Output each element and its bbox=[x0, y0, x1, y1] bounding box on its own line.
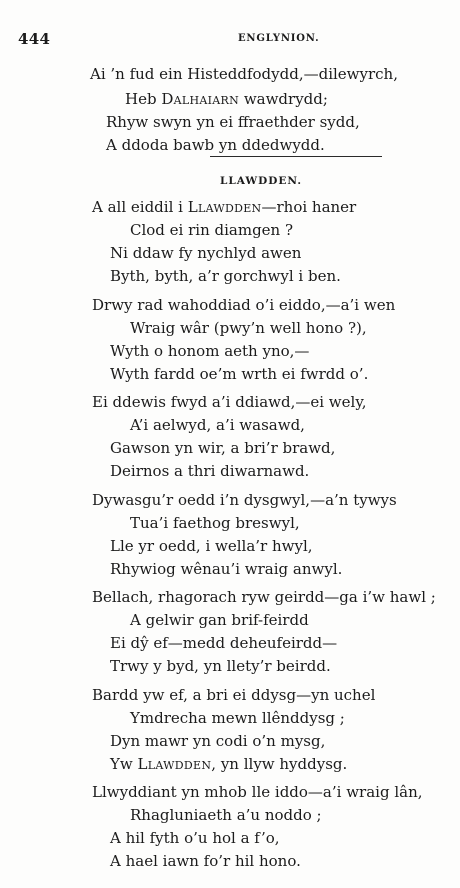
section-title: LLAWDDEN. bbox=[220, 175, 302, 187]
stanza-6-line-1: Bardd yw ef, a bri ei ddysg—yn uchel bbox=[92, 686, 376, 704]
stanza-1-line-3: Ni ddaw fy nychlyd awen bbox=[110, 244, 302, 262]
stanza-3-line-1: Ei ddewis fwyd a’i ddiawd,—ei wely, bbox=[92, 393, 367, 411]
stanza-7-line-4: A hael iawn fo’r hil hono. bbox=[110, 852, 301, 870]
stanza-6-line-2: Ymdrecha mewn llênddysg ; bbox=[130, 709, 345, 727]
stanza-2-line-4: Wyth fardd oe’m wrth ei fwrdd o’. bbox=[110, 365, 369, 383]
running-head: ENGLYNION. bbox=[238, 33, 320, 44]
page-number: 444 bbox=[18, 30, 51, 48]
stanza-5-line-1: Bellach, rhagorach ryw geirdd—ga i’w hawl ; bbox=[92, 588, 436, 606]
stanza-1-line-4: Byth, byth, a’r gorchwyl i ben. bbox=[110, 267, 341, 285]
stanza-3-line-4: Deirnos a thri diwarnawd. bbox=[110, 462, 310, 480]
stanza-2-line-1: Drwy rad wahoddiad o’i eiddo,—a’i wen bbox=[92, 296, 396, 314]
stanza-6-line-4: Yw Llawdden, yn llyw hyddysg. bbox=[110, 755, 348, 773]
stanza-7-line-1: Llwyddiant yn mhob lle iddo—a’i wraig lân, bbox=[92, 783, 423, 801]
stanza-6-line-3: Dyn mawr yn codi o’n mysg, bbox=[110, 732, 326, 750]
section-divider bbox=[210, 156, 382, 157]
page-header bbox=[18, 30, 442, 50]
stanza-7-line-2: Rhagluniaeth a’u noddo ; bbox=[130, 806, 322, 824]
stanza-3-line-2: A’i aelwyd, a’i wasawd, bbox=[130, 416, 305, 434]
stanza-5-line-4: Trwy y byd, yn llety’r beirdd. bbox=[110, 657, 331, 675]
stanza-7-line-3: A hil fyth o’u hol a f’o, bbox=[110, 829, 280, 847]
stanza-1-line-2: Clod ei rin diamgen ? bbox=[130, 221, 294, 239]
stanza-4-line-2: Tua’i faethog breswyl, bbox=[130, 514, 300, 532]
stanza-0-line-4: A ddoda bawb yn ddedwydd. bbox=[106, 136, 325, 154]
stanza-5-line-2: A gelwir gan brif-feirdd bbox=[130, 611, 309, 629]
stanza-4-line-1: Dywasgu’r oedd i’n dysgwyl,—a’n tywys bbox=[92, 491, 397, 509]
stanza-2-line-3: Wyth o honom aeth yno,— bbox=[110, 342, 310, 360]
stanza-0-line-2: Heb Dalhaiarn wawdrydd; bbox=[125, 90, 328, 108]
stanza-5-line-3: Ei dŷ ef—medd deheufeirdd— bbox=[110, 634, 338, 652]
stanza-3-line-3: Gawson yn wir, a bri’r brawd, bbox=[110, 439, 336, 457]
stanza-4-line-3: Lle yr oedd, i wella’r hwyl, bbox=[110, 537, 313, 555]
stanza-0-line-1: Ai ’n fud ein Histeddfodydd,—dilewyrch, bbox=[90, 65, 398, 83]
stanza-2-line-2: Wraig wâr (pwy’n well hono ?), bbox=[130, 319, 367, 337]
stanza-1-line-1: A all eiddil i Llawdden—rhoi haner bbox=[92, 198, 357, 216]
stanza-4-line-4: Rhywiog wênau’i wraig anwyl. bbox=[110, 560, 343, 578]
stanza-0-line-3: Rhyw swyn yn ei ffraethder sydd, bbox=[106, 113, 360, 131]
